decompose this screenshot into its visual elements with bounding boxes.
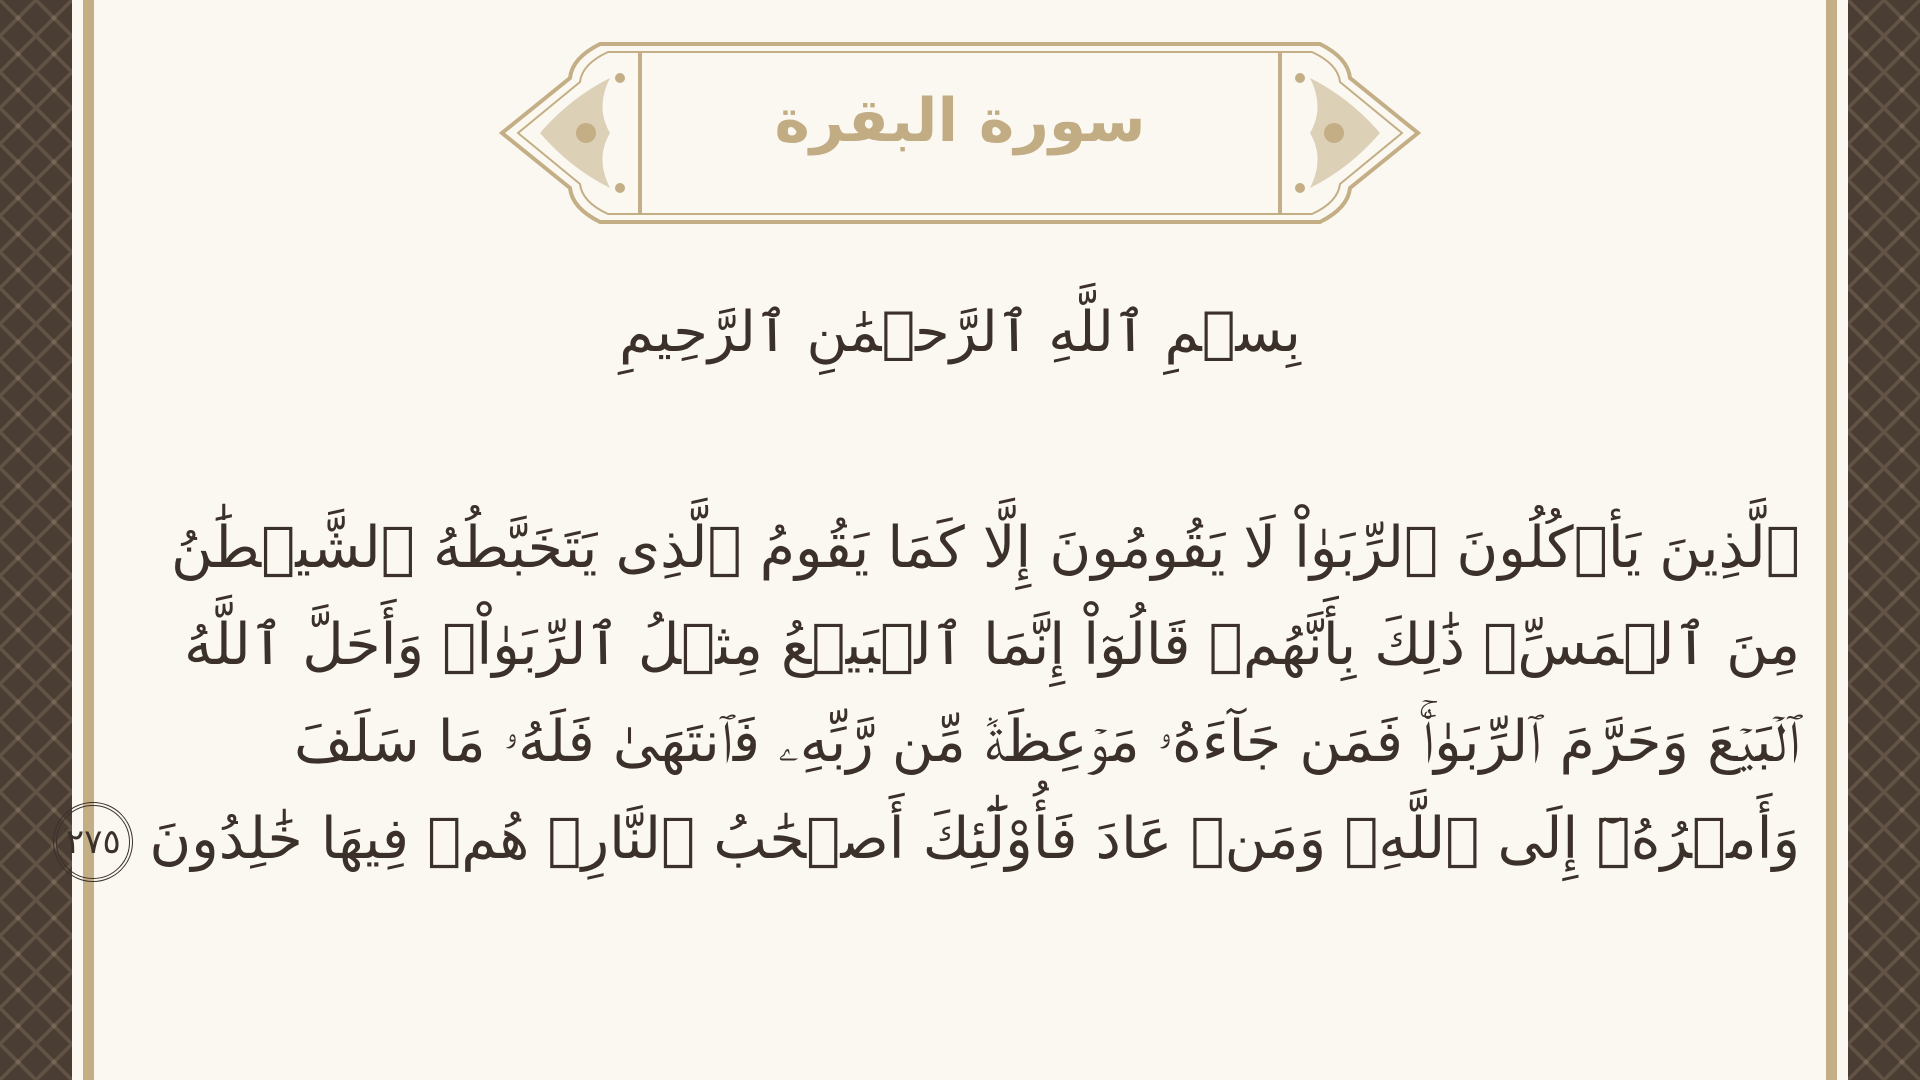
verse-line-4 bbox=[65, 791, 1800, 888]
basmala: بِسۡمِ ٱللَّهِ ٱلرَّحۡمَٰنِ ٱلرَّحِيمِ bbox=[619, 300, 1301, 365]
gold-frame-line-left bbox=[83, 0, 94, 1080]
surah-title: سورة البقرة bbox=[774, 86, 1146, 156]
verse-line-1: ٱلَّذِينَ يَأۡكُلُونَ ٱلرِّبَوٰاْ لَا يَقُومُونَ إِلَّا كَمَا يَقُومُ ٱلَّذِى يَتَخَبَّطُهُ ٱلشَّيۡطَٰنُ bbox=[170, 515, 1800, 581]
verse-text bbox=[65, 500, 1800, 888]
verse-line-2: مِنَ ٱلۡمَسِّۚ ذَٰلِكَ بِأَنَّهُمۡ قَالُوٓاْ إِنَّمَا ٱلۡبَيۡعُ مِثۡلُ ٱلرِّبَوٰاْۗ وَأَحَلَّ ٱللَّهُ bbox=[183, 612, 1800, 678]
verse-line-4-text: وَأَمۡرُهُۥٓ إِلَى ٱللَّهِۖ وَمَنۡ عَادَ فَأُوْلَٰٓئِكَ أَصۡحَٰبُ ٱلنَّارِۖ هُمۡ فِيهَا خَٰلِدُونَ bbox=[149, 806, 1800, 872]
verse-line-3: ٱلۡبَيۡعَ وَحَرَّمَ ٱلرِّبَوٰاْۚ فَمَن جَآءَهُۥ مَوۡعِظَةٞ مِّن رَّبِّهِۦ فَٱنتَهَىٰ فَلَهُۥ مَا سَلَفَ bbox=[294, 709, 1800, 775]
ornamental-border-left bbox=[0, 0, 72, 1080]
ornamental-border-right bbox=[1848, 0, 1920, 1080]
gold-frame-line-right bbox=[1826, 0, 1837, 1080]
surah-header-frame bbox=[500, 38, 1420, 228]
verse-number-marker: ٢٧٥ bbox=[53, 802, 133, 882]
